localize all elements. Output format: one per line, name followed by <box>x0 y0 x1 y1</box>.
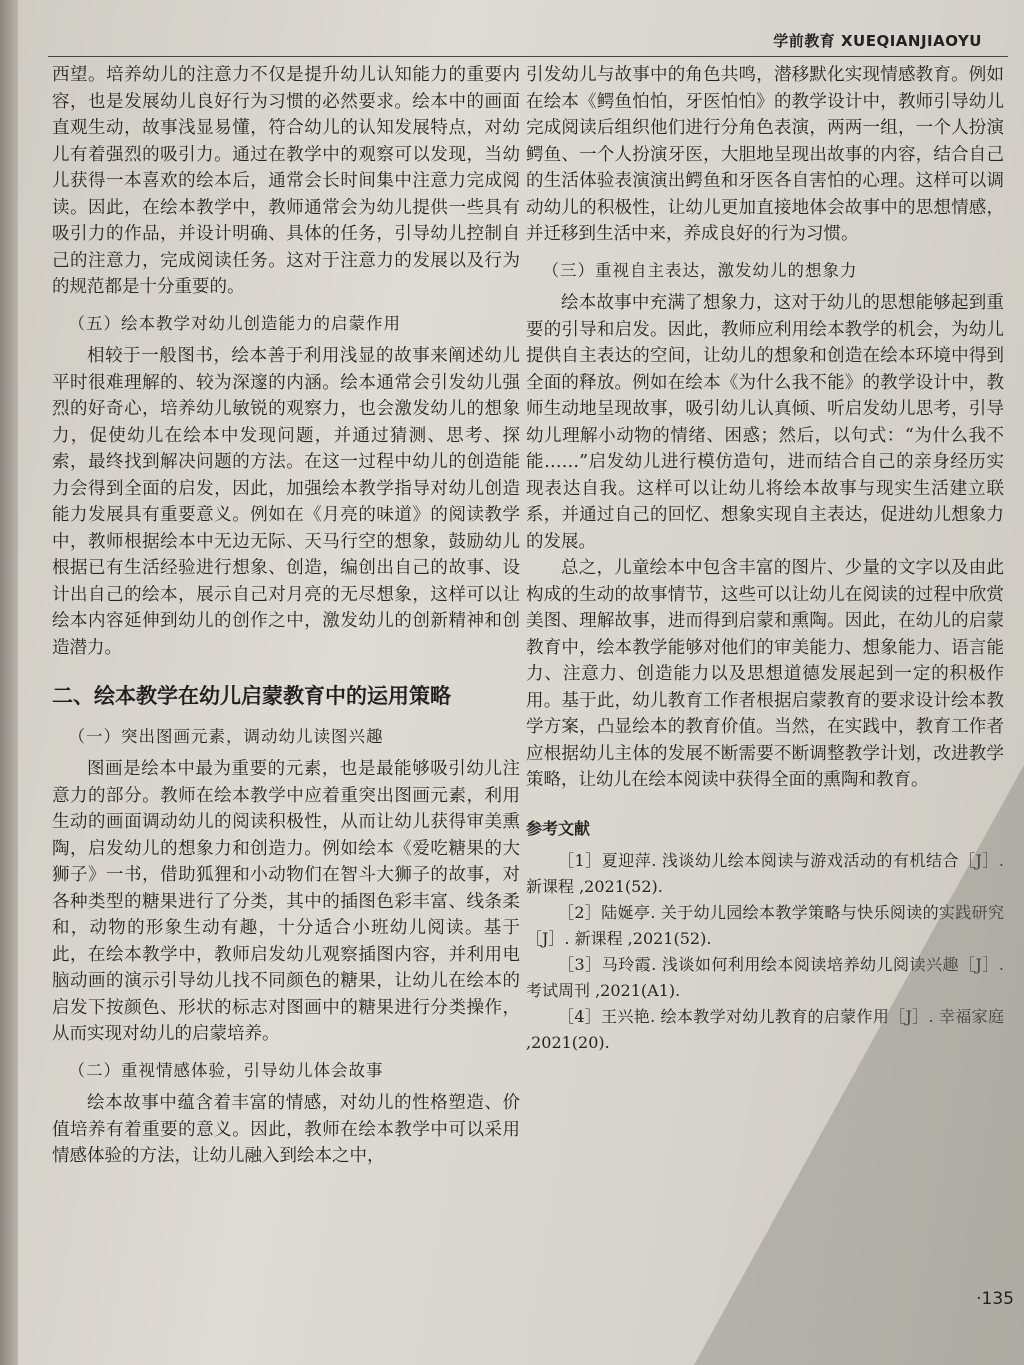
reference-item: ［2］陆娫亭. 关于幼儿园绘本教学策略与快乐阅读的实践研究［J］. 新课程 ,2021(52). <box>526 903 1004 948</box>
header-rule <box>48 56 1008 57</box>
section-subheading: （一）突出图画元素，调动幼儿读图兴趣 <box>68 726 384 746</box>
paragraph: 相较于一般图书，绘本善于利用浅显的故事来阐述幼儿平时很难理解的、较为深邃的内涵。绘本通常会引发幼儿强烈的好奇心，培养幼儿敏锐的观察力，也会激发幼儿的想象力，促使幼儿在绘本中发现问题，并通过猜测、思考、探索，最终找到解决问题的方法。在这一过程中幼儿的创造能力会得到全面的启发，因此，加强绘本教学指导对幼儿创造能力发展具有重要意义。例如在《月亮的味道》的阅读教学中，教师根据绘本中无边无际、天马行空的想象，鼓励幼儿根据已有生活经验进行想象、创造，编创出自己的故事、设计出自己的绘本，展示自己对月亮的无尽想象，这样可以让绘本内容延伸到幼儿的创作之中，激发幼儿的创新精神和创造潜力。 <box>52 346 520 658</box>
left-column <box>52 62 520 1170</box>
page-number: ·135 <box>976 1289 1014 1309</box>
section-subheading: （三）重视自主表达，激发幼儿的想象力 <box>542 260 858 280</box>
paragraph: 西望。培养幼儿的注意力不仅是提升幼儿认知能力的重要内容，也是发展幼儿良好行为习惯的必然要求。绘本中的画面直观生动，故事浅显易懂，符合幼儿的认知发展特点，对幼儿有着强烈的吸引力。通过在教学中的观察可以发现，当幼儿获得一本喜欢的绘本后，通常会长时间集中注意力完成阅读。因此，在绘本教学中，教师通常会为幼儿提供一些具有吸引力的作品，并设计明确、具体的任务，引导幼儿控制自己的注意力，完成阅读任务。这对于注意力的发展以及行为的规范都是十分重要的。 <box>52 65 520 297</box>
paragraph: 总之，儿童绘本中包含丰富的图片、少量的文字以及由此构成的生动的故事情节，这些可以让幼儿在阅读的过程中欣赏美图、理解故事，进而得到启蒙和熏陶。因此，在幼儿的启蒙教育中，绘本教学能够对他们的审美能力、想象能力、语言能力、注意力、创造能力以及思想道德发展起到一定的积极作用。基于此，幼儿教育工作者根据启蒙教育的要求设计绘本教学方案，凸显绘本的教育价值。当然，在实践中，教育工作者应根据幼儿主体的发展不断需要不断调整教学计划，改进教学策略，让幼儿在绘本阅读中获得全面的熏陶和教育。 <box>526 558 1004 790</box>
journal-header: 学前教育 XUEQIANJIAOYU <box>773 32 982 50</box>
reference-item: ［4］王兴艳. 绘本教学对幼儿教育的启蒙作用［J］. 幸福家庭 ,2021(20). <box>526 1007 1004 1052</box>
section-subheading: （五）绘本教学对幼儿创造能力的启蒙作用 <box>68 313 401 333</box>
paragraph: 图画是绘本中最为重要的元素，也是最能够吸引幼儿注意力的部分。教师在绘本教学中应着重突出图画元素，利用生动的画面调动幼儿的阅读积极性，从而让幼儿获得审美熏陶，启发幼儿的想象力和创造力。例如绘本《爱吃糖果的大狮子》一书，借助狐狸和小动物们在智斗大狮子的故事，对各种类型的糖果进行了分类，其中的插图色彩丰富、线条柔和，动物的形象生动有趣，十分适合小班幼儿阅读。基于此，在绘本教学中，教师启发幼儿观察插图内容，并利用电脑动画的演示引导幼儿找不同颜色的糖果，让幼儿在绘本的启发下按颜色、形状的标志对图画中的糖果进行分类操作，从而实现对幼儿的启蒙培养。 <box>52 759 520 1044</box>
section-heading: 二、绘本教学在幼儿启蒙教育中的运用策略 <box>52 684 451 708</box>
paragraph: 绘本故事中充满了想象力，这对于幼儿的思想能够起到重要的引导和启发。因此，教师应利用绘本教学的机会，为幼儿提供自主表达的空间，让幼儿的想象和创造在绘本环境中得到全面的释放。例如在绘本《为什么我不能》的教学设计中，教师生动地呈现故事，吸引幼儿认真倾、听启发幼儿思考，引导幼儿理解小动物的情绪、困惑；然后，以句式：“为什么我不能……”启发幼儿进行模仿造句，进而结合自己的亲身经历实现表达自我。这样可以让幼儿将绘本故事与现实生活建立联系，并通过自己的回忆、想象实现自主表达，促进幼儿想象力的发展。 <box>526 293 1004 552</box>
reference-item: ［1］夏迎萍. 浅谈幼儿绘本阅读与游戏活动的有机结合［J］. 新课程 ,2021(52). <box>526 851 1004 896</box>
journal-page <box>18 0 1024 1365</box>
book-spine <box>0 0 18 1365</box>
reference-item: ［3］马玲霞. 浅谈如何利用绘本阅读培养幼儿阅读兴趣［J］. 考试周刊 ,2021(A1). <box>526 955 1004 1000</box>
paragraph: 引发幼儿与故事中的角色共鸣，潜移默化实现情感教育。例如在绘本《鳄鱼怕怕，牙医怕怕》的教学设计中，教师引导幼儿完成阅读后组织他们进行分角色表演，两两一组，一个人扮演鳄鱼、一个人扮演牙医，大胆地呈现出故事的内容，结合自己的生活体验表演演出鳄鱼和牙医各自害怕的心理。这样可以调动幼儿的积极性，让幼儿更加直接地体会故事中的思想情感，并迁移到生活中来，养成良好的行为习惯。 <box>526 65 1004 244</box>
paragraph: 绘本故事中蕴含着丰富的情感，对幼儿的性格塑造、价值培养有着重要的意义。因此，教师在绘本教学中可以采用情感体验的方法，让幼儿融入到绘本之中， <box>52 1093 520 1166</box>
page-fold-shadow <box>694 765 1024 1365</box>
references-title: 参考文献 <box>526 818 591 838</box>
section-subheading: （二）重视情感体验，引导幼儿体会故事 <box>68 1060 384 1080</box>
